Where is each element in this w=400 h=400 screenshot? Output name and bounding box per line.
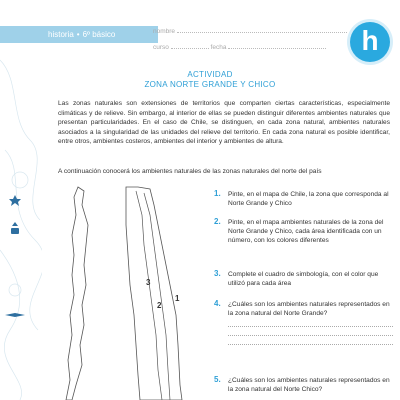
question-3-text: Complete el cuadro de simbología, con el color que utilizó para cada área	[228, 271, 379, 287]
answer-line-4b[interactable]	[228, 329, 393, 336]
curso-field[interactable]	[171, 48, 209, 49]
question-2	[214, 217, 393, 245]
question-5-text: ¿Cuáles son los ambientes naturales representados en la zona natural del Norte Chico?	[228, 377, 390, 393]
subject-separator: •	[76, 30, 80, 39]
question-1-text: Pinte, en el mapa de Chile, la zona que corresponda al Norte Grande y Chico	[228, 191, 389, 207]
question-2-number: 2.	[214, 217, 221, 226]
north-map-divider-1	[136, 191, 162, 400]
curso-row	[153, 44, 326, 51]
nombre-field[interactable]	[177, 32, 347, 33]
map-label-1: 1	[175, 294, 180, 303]
question-1	[214, 189, 393, 208]
sidebar-pattern-icon	[0, 0, 42, 400]
question-5	[214, 375, 393, 394]
north-map-outline	[126, 187, 182, 400]
intro-sentence: A continuación conocerá los ambientes naturales de las zonas naturales del norte del país	[58, 168, 322, 175]
question-4	[214, 299, 393, 345]
title-line-1: ACTIVIDAD	[187, 70, 233, 79]
chile-outline	[66, 187, 88, 400]
question-1-number: 1.	[214, 189, 221, 198]
answer-line-4a[interactable]	[228, 320, 393, 327]
chile-maps-icon	[58, 185, 198, 400]
maps-area	[58, 185, 198, 400]
fecha-label: fecha	[210, 44, 227, 51]
subject-band	[0, 26, 158, 43]
question-3	[214, 269, 393, 288]
north-map-divider-2	[144, 193, 170, 400]
nombre-row	[153, 28, 347, 35]
fecha-field[interactable]	[228, 48, 326, 49]
question-4-text: ¿Cuáles son los ambientes naturales representados en la zona natural del Norte Grande?	[228, 301, 390, 317]
logo-h: h	[350, 22, 390, 62]
subject-label: historia	[48, 30, 74, 39]
question-2-text: Pinte, en el mapa ambientes naturales de la zona del Norte Grande y Chico, cada área identificada con un número, con los colores diferentes	[228, 219, 384, 244]
map-label-2: 2	[157, 301, 162, 310]
question-3-number: 3.	[214, 269, 221, 278]
intro-paragraph: Las zonas naturales son extensiones de territorios que comparten ciertas características, especialmente climáticas y de relieve. Sin embargo, al interior de ellas se pueden distinguir diferentes ambientes naturales que presentan particularidades. En el caso de Chile, se distinguen, en cada zona natural, ambientes naturales asociados a la singularidad de las unidades del relieve del territorio. En cada zona natural es posible identificar, entre otros, ambientes costeros, ambientes del interior y ambientes de altura.	[58, 100, 390, 145]
answer-line-4c[interactable]	[228, 338, 393, 345]
decorative-sidebar	[0, 0, 42, 400]
nombre-label: nombre	[153, 28, 176, 35]
activity-title	[60, 70, 360, 90]
title-line-2: ZONA NORTE GRANDE Y CHICO	[144, 80, 276, 89]
question-5-number: 5.	[214, 375, 221, 384]
worksheet-header	[0, 12, 400, 60]
grade-label: 6º básico	[82, 30, 116, 39]
curso-label: curso	[153, 44, 169, 51]
map-label-3: 3	[146, 278, 151, 287]
question-4-number: 4.	[214, 299, 221, 308]
